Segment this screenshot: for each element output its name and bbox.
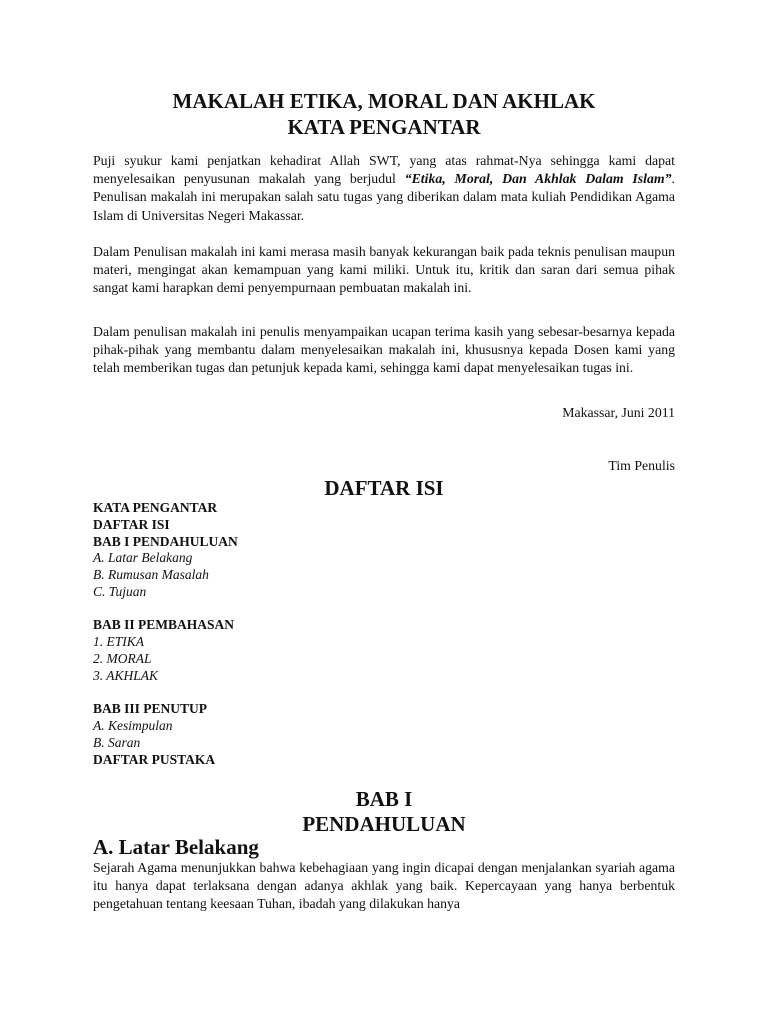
place-date: Makassar, Juni 2011 (562, 405, 675, 420)
kata-pengantar-paragraph-1 (93, 152, 675, 225)
toc-item: BAB II PEMBAHASAN (93, 617, 235, 632)
toc-item: BAB III PENUTUP (93, 701, 208, 716)
paragraph-1-text-start: Puji syukur kami penjatkan kehadirat Allah SWT, yang atas rahmat-Nya sehingga kami dapat menyelesaikan penyusunan makalah yang berjudul (93, 153, 675, 187)
author-signature: Tim Penulis (608, 458, 675, 473)
toc-item: B. Rumusan Masalah (93, 567, 209, 582)
toc-item: 2. MORAL (93, 651, 152, 666)
kata-pengantar-paragraph-3: Dalam penulisan makalah ini penulis menyampaikan ucapan terima kasih yang sebesar-besarnya kepada pihak-pihak yang membantu dalam menyelesaikan makalah ini, khususnya kepada Dosen kami yang telah memberikan tugas dan petunjuk kepada kami, sehingga kami dapat menyelesaikan tugas ini. (93, 324, 675, 376)
toc-item: A. Latar Belakang (93, 550, 193, 565)
toc-item: B. Saran (93, 735, 141, 750)
toc-item: DAFTAR PUSTAKA (93, 752, 216, 767)
toc-item: DAFTAR ISI (93, 517, 170, 532)
toc-item: BAB I PENDAHULUAN (93, 534, 238, 549)
toc-item: 1. ETIKA (93, 634, 145, 649)
kata-pengantar-heading: KATA PENGANTAR (287, 115, 481, 139)
paragraph-1-text-end: . Penulisan makalah ini merupakan salah satu tugas yang diberikan dalam mata kuliah Pendidikan Agama Islam di Universitas Negeri Makassar. (93, 171, 675, 223)
latar-belakang-paragraph: Sejarah Agama menunjukkan bahwa kebehagiaan yang ingin dicapai dengan menjalankan syariah agama itu hanya dapat terlaksana dengan adanya akhlak yang baik. Kepercayaan yang hanya berbentuk pengetahuan tentang keesaan Tuhan, ibadah yang dilakukan hanya (93, 860, 675, 912)
daftar-isi-heading: DAFTAR ISI (324, 476, 444, 500)
toc-item: 3. AKHLAK (93, 668, 159, 683)
document-title: MAKALAH ETIKA, MORAL DAN AKHLAK (172, 89, 596, 113)
toc-item: KATA PENGANTAR (93, 500, 218, 515)
pendahuluan-heading: PENDAHULUAN (302, 812, 466, 836)
bab1-heading: BAB I (355, 787, 413, 811)
toc-item: C. Tujuan (93, 584, 147, 599)
kata-pengantar-paragraph-2: Dalam Penulisan makalah ini kami merasa masih banyak kekurangan baik pada teknis penulisan maupun materi, mengingat akan kemampuan yang kami miliki. Untuk itu, kritik dan saran dari semua pihak sangat kami harapkan demi penyempurnaan pembuatan makalah ini. (93, 244, 675, 296)
toc-item: A. Kesimpulan (93, 718, 173, 733)
paper-title-quote: “Etika, Moral, Dan Akhlak Dalam Islam” (404, 171, 672, 187)
latar-belakang-heading: A. Latar Belakang (93, 835, 259, 859)
